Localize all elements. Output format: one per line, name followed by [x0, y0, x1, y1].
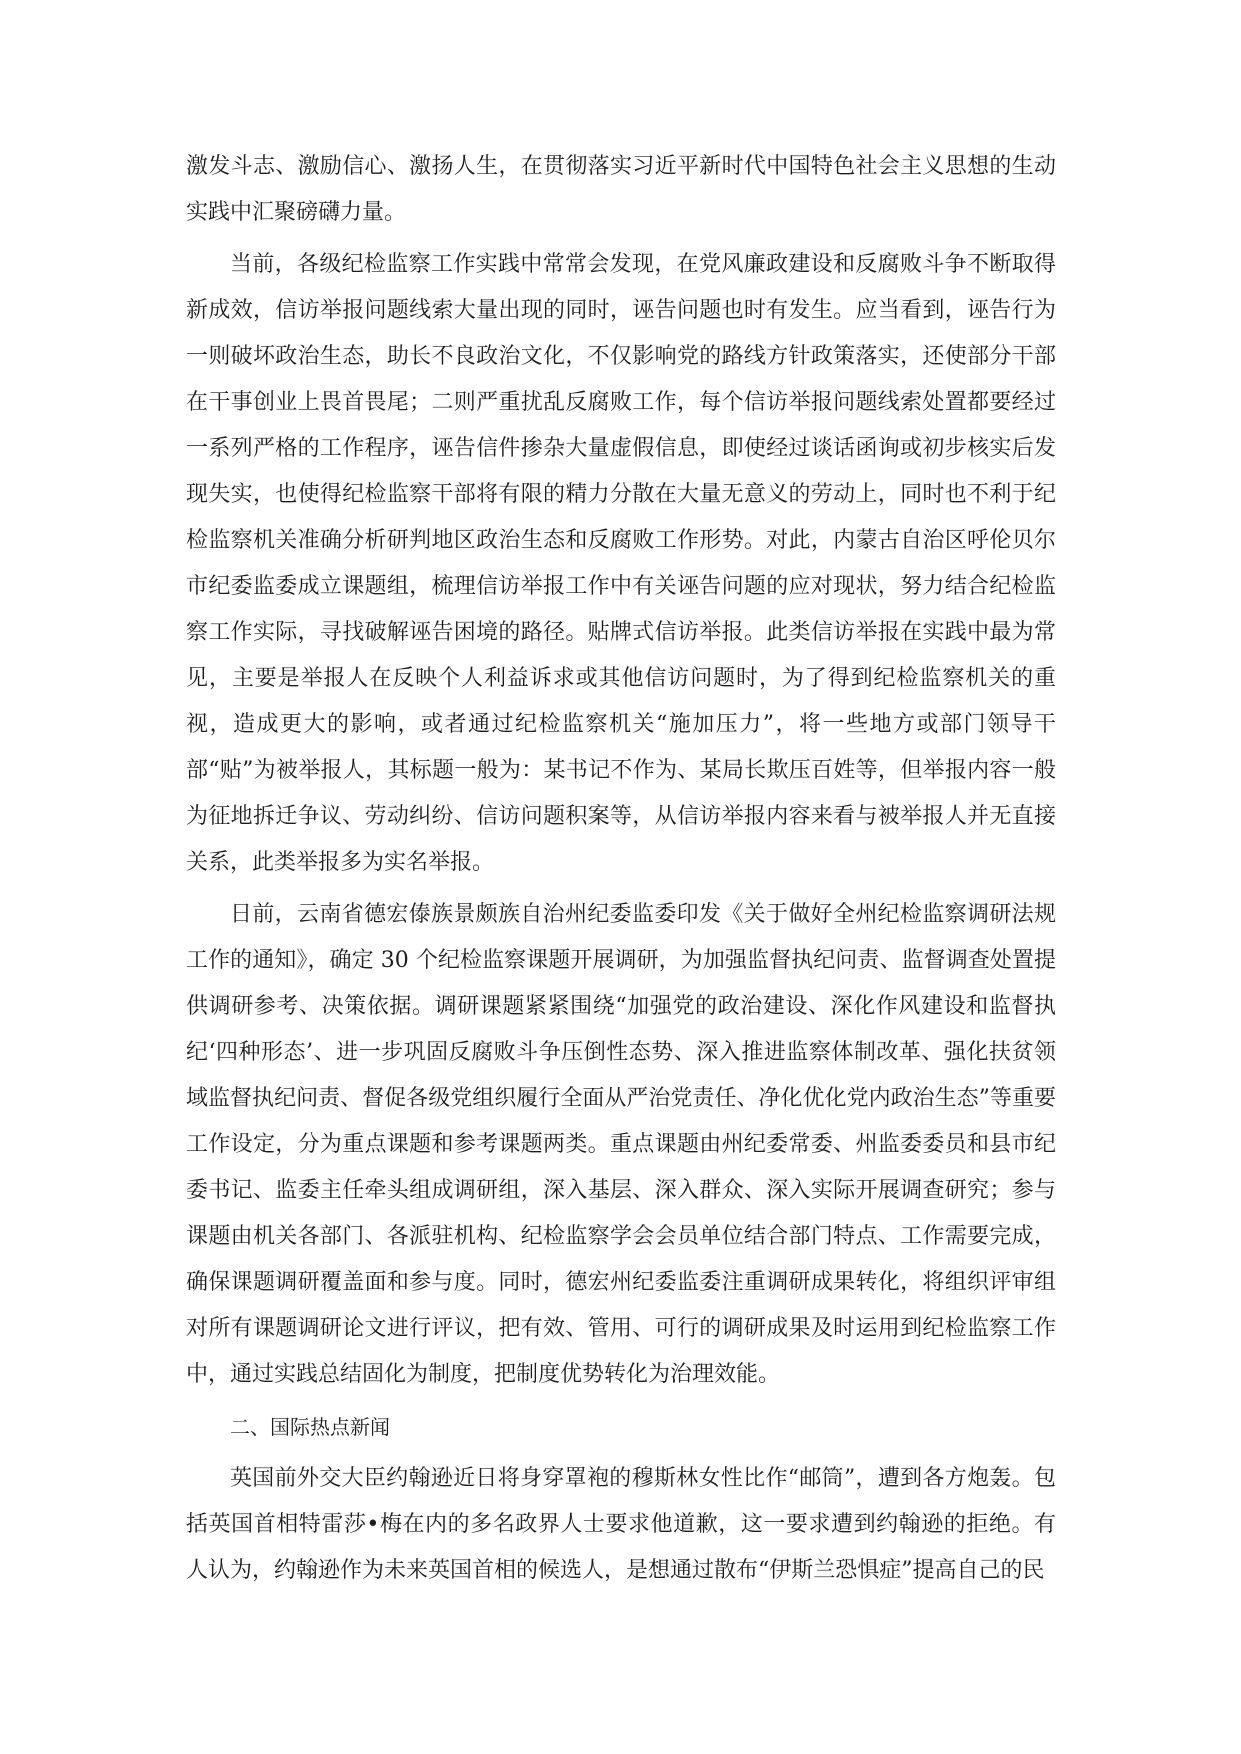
document-page — [186, 144, 1056, 1600]
paragraph-false-accusation: 当前，各级纪检监察工作实践中常常会发现，在党风廉政建设和反腐败斗争不断取得新成效，信访举报问题线索大量出现的同时，诬告问题也时有发生。应当看到，诬告行为一则破坏政治生态，助长不良政治文化，不仅影响党的路线方针政策落实，还使部分干部在干事创业上畏首畏尾；二则严重扰乱反腐败工作，每个信访举报问题线索处置都要经过一系列严格的工作程序，诬告信件掺杂大量虚假信息，即使经过谈话函询或初步核实后发现失实，也使得纪检监察干部将有限的精力分散在大量无意义的劳动上，同时也不利于纪检监察机关准确分析研判地区政治生态和反腐败工作形势。对此，内蒙古自治区呼伦贝尔市纪委监委成立课题组，梳理信访举报工作中有关诬告问题的应对现状，努力结合纪检监察工作实际，寻找破解诬告困境的路径。贴牌式信访举报。此类信访举报在实践中最为常见，主要是举报人在反映个人利益诉求或其他信访问题时，为了得到纪检监察机关的重视，造成更大的影响，或者通过纪检监察机关“施加压力”，将一些地方或部门领导干部“贴”为被举报人，其标题一般为：某书记不作为、某局长欺压百姓等，但举报内容一般为征地拆迁争议、劳动纠纷、信访问题积案等，从信访举报内容来看与被举报人并无直接关系，此类举报多为实名举报。 — [186, 252, 1056, 875]
section-heading-international-news: 二、国际热点新闻 — [230, 1415, 390, 1439]
paragraph-johnson-news: 英国前外交大臣约翰逊近日将身穿罩袍的穆斯林女性比作“邮筒”，遭到各方炮轰。包括英国首相特雷莎•梅在内的多名政界人士要求他道歉，这一要求遭到约翰逊的拒绝。有人认为，约翰逊作为未来英国首相的候选人，是想通过散布“伊斯兰恐惧症”提高自己的民 — [186, 1466, 1056, 1583]
paragraph-continuation: 激发斗志、激励信心、激扬人生，在贯彻落实习近平新时代中国特色社会主义思想的生动实践中汇聚磅礴力量。 — [186, 154, 1056, 225]
paragraph-dehong-research: 日前，云南省德宏傣族景颇族自治州纪委监委印发《关于做好全州纪检监察调研法规工作的通知》，确定 30 个纪检监察课题开展调研，为加强监督执纪问责、监督调查处置提供调研参考、决策依据。调研课题紧紧围绕“加强党的政治建设、深化作风建设和监督执纪‘四种形态’、进一步巩固反腐败斗争压倒性态势、深入推进监察体制改革、强化扶贫领域监督执纪问责、督促各级党组织履行全面从严治党责任、净化优化党内政治生态”等重要工作设定，分为重点课题和参考课题两类。重点课题由州纪委常委、州监委委员和县市纪委书记、监委主任牵头组成调研组，深入基层、深入群众、深入实际开展调查研究；参与课题由机关各部门、各派驻机构、纪检监察学会会员单位结合部门特点、工作需要完成，确保课题调研覆盖面和参与度。同时，德宏州纪委监委注重调研成果转化，将组织评审组对所有课题调研论文进行评议，把有效、管用、可行的调研成果及时运用到纪检监察工作中，通过实践总结固化为制度，把制度优势转化为治理效能。 — [186, 902, 1056, 1387]
